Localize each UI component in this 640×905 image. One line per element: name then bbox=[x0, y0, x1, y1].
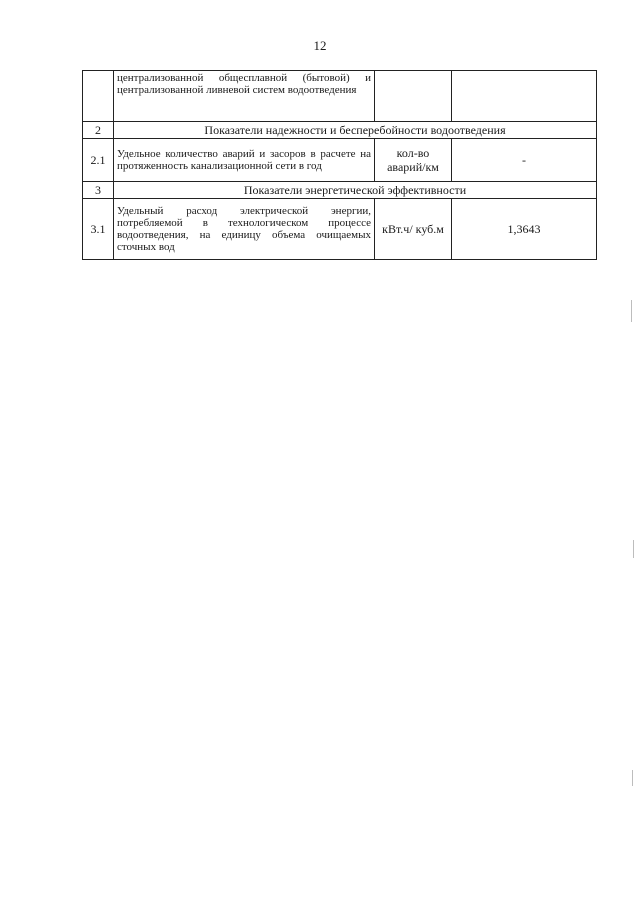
table-row-3-1 bbox=[83, 199, 597, 260]
section-number-cell: 2 bbox=[83, 122, 114, 139]
indicator-description-cell: централизованной общесплавной (бытовой) и централизованной ливневой систем водоотведения bbox=[114, 71, 375, 122]
unit-cell: кВт.ч/ куб.м bbox=[375, 199, 452, 260]
row-number-cell: 2.1 bbox=[83, 139, 114, 182]
indicators-table bbox=[82, 70, 597, 260]
row-number-cell: 3.1 bbox=[83, 199, 114, 260]
value-cell: - bbox=[452, 139, 597, 182]
unit-cell bbox=[375, 71, 452, 122]
page-number: 12 bbox=[313, 38, 327, 53]
table-row-continuation bbox=[83, 71, 597, 122]
scan-edge-mark bbox=[633, 540, 634, 558]
scan-edge-mark bbox=[632, 770, 633, 786]
scan-edge-mark bbox=[631, 300, 632, 322]
section-number-cell: 3 bbox=[83, 182, 114, 199]
table-section-row-2 bbox=[83, 122, 597, 139]
section-title-cell: Показатели энергетической эффективности bbox=[114, 182, 597, 199]
table-section-row-3 bbox=[83, 182, 597, 199]
row-number-cell bbox=[83, 71, 114, 122]
value-cell bbox=[452, 71, 597, 122]
indicator-description-cell: Удельное количество аварий и засоров в расчете на протяженность канализационной сети в год bbox=[114, 139, 375, 182]
value-cell: 1,3643 bbox=[452, 199, 597, 260]
section-title-cell: Показатели надежности и бесперебойности водоотведения bbox=[114, 122, 597, 139]
table-row-2-1 bbox=[83, 139, 597, 182]
unit-cell: кол-во аварий/км bbox=[375, 139, 452, 182]
indicator-description-cell: Удельный расход электрической энергии, потребляемой в технологическом процессе водоотведения, на единицу объема очищаемых сточных вод bbox=[114, 199, 375, 260]
